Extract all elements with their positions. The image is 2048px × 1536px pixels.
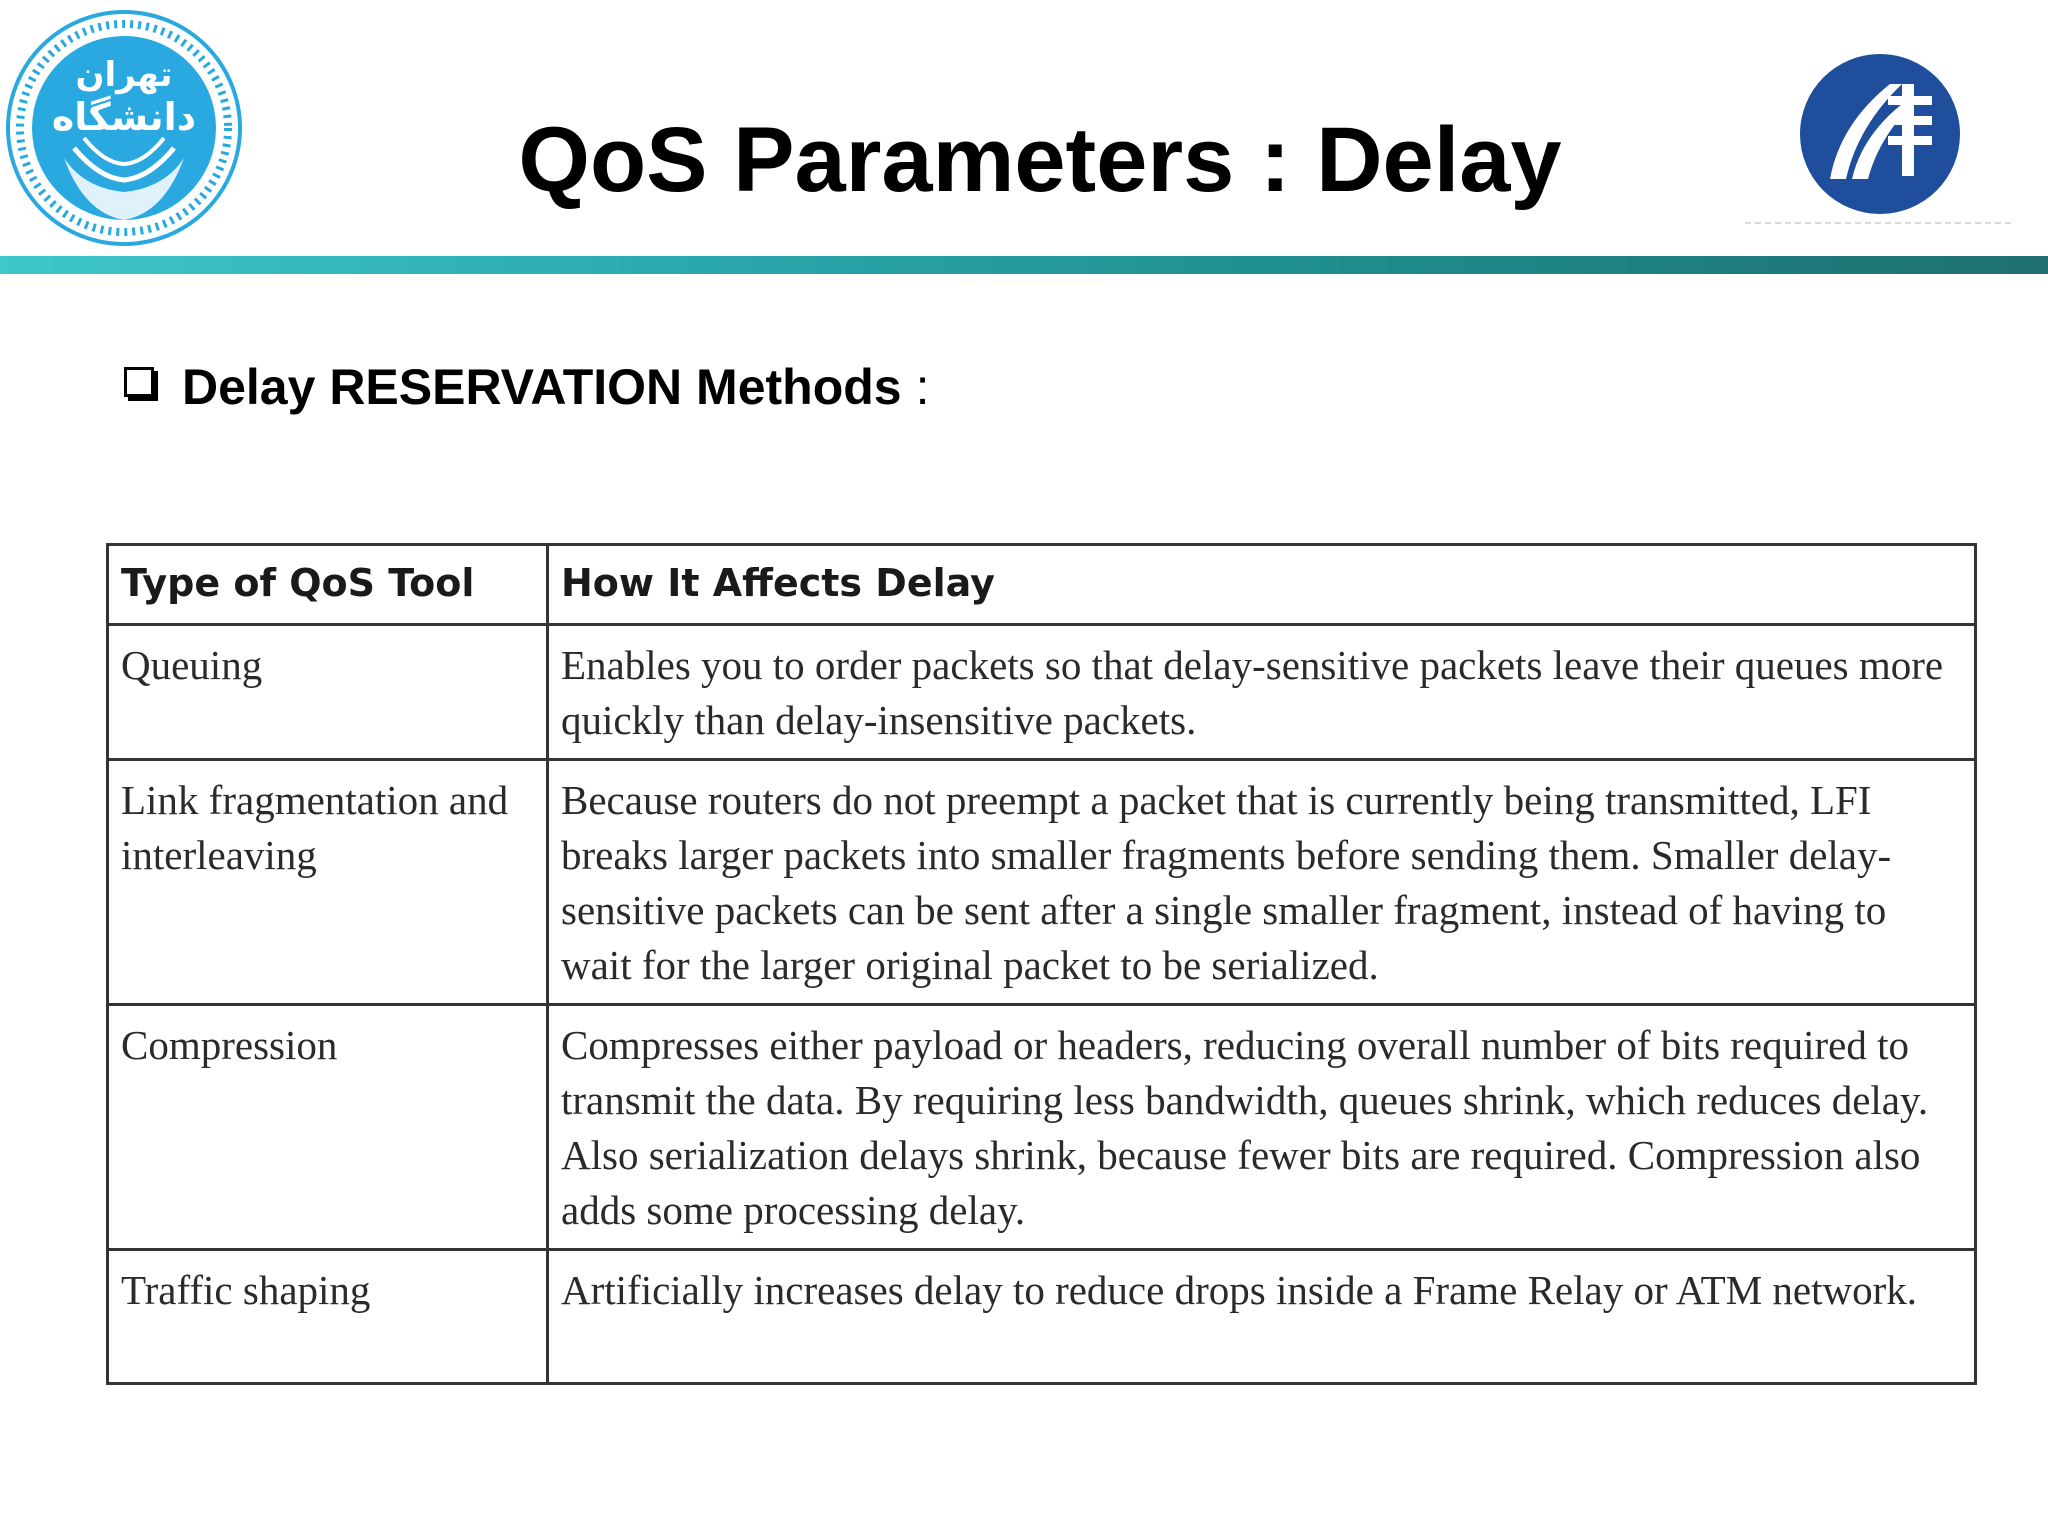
bullet-heading-colon: :: [915, 359, 930, 415]
table-row: [108, 760, 1976, 1005]
header-type-of-qos-tool: Type of QoS Tool: [108, 545, 548, 625]
table-row: [108, 1005, 1976, 1250]
qos-delay-table: [106, 543, 1977, 1385]
cell-tool: Queuing: [108, 625, 548, 760]
cell-effect: Enables you to order packets so that delay-sensitive packets leave their queues more quickly than delay-insensitive packets.: [548, 625, 1976, 760]
header-how-it-affects-delay: How It Affects Delay: [548, 545, 1976, 625]
bullet-heading: [124, 352, 930, 422]
institute-logo: [1790, 44, 1970, 224]
cell-tool: Traffic shaping: [108, 1250, 548, 1384]
title-underline-bar: [0, 256, 2048, 274]
slide-title: QoS Parameters : Delay: [518, 109, 1562, 211]
cell-tool: Compression: [108, 1005, 548, 1250]
table-header-row: [108, 545, 1976, 625]
checkbox-bullet-icon: [124, 367, 154, 397]
cell-effect: Artificially increases delay to reduce drops inside a Frame Relay or ATM network.: [548, 1250, 1976, 1384]
logo-text-university: دانشگاه: [51, 95, 197, 139]
table-row: [108, 625, 1976, 760]
cell-tool: Link fragmentation and interleaving: [108, 760, 548, 1005]
bullet-heading-text: Delay RESERVATION Methods: [182, 359, 902, 415]
table-row: [108, 1250, 1976, 1384]
cell-effect: Compresses either payload or headers, reducing overall number of bits required to transmit the data. By requiring less bandwidth, queues shrink, which reduces delay. Also serialization delays shrink, because fewer bits are required. Compression also adds some processing delay.: [548, 1005, 1976, 1250]
cell-effect: Because routers do not preempt a packet that is currently being transmitted, LFI breaks larger packets into smaller fragments before sending them. Smaller delay-sensitive packets can be sent after a single smaller fragment, instead of having to wait for the larger original packet to be serialized.: [548, 760, 1976, 1005]
university-of-tehran-logo: [4, 8, 244, 248]
logo-caption-line: [1745, 222, 2015, 224]
logo-text-tehran: تهران: [75, 55, 173, 95]
